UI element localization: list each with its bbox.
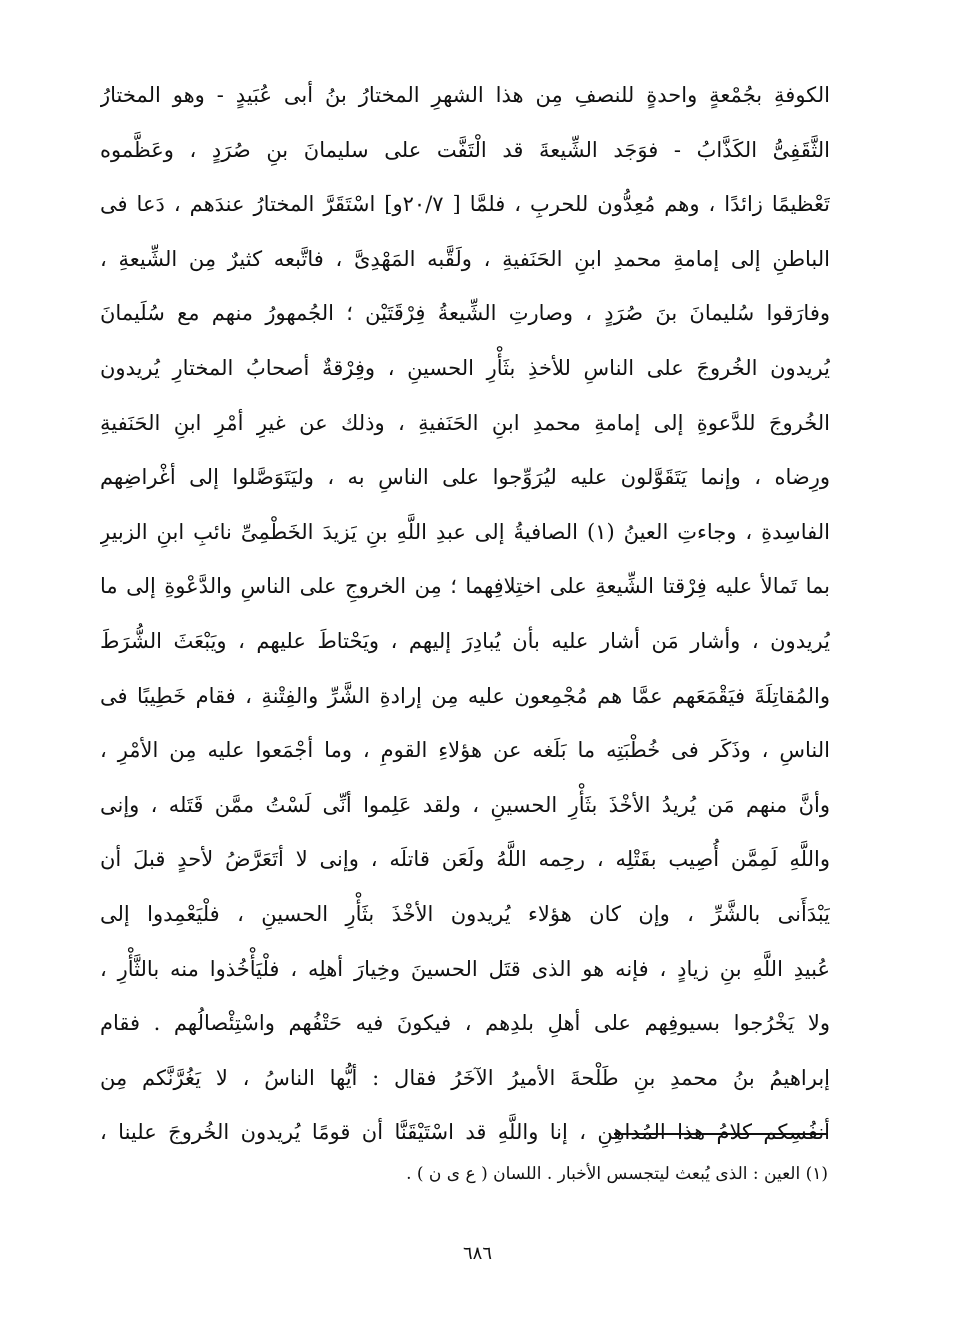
text-line: عُبيدِ اللَّهِ بنِ زيادٍ ، فإنه هو الذى قتَل الحسينَ وخِيارَ أهلِه ، فلْيَأْخُذوا منه بالثَّأْرِ ، (100, 956, 830, 981)
text-line: يَبْدَأَنى بالشَّرِّ ، وإن كان هؤلاء يُريدون الأخْذَ بثَأْرِ الحسينِ ، فلْيَعْمِدوا إلى (100, 901, 830, 926)
page-number: ٦٨٦ (462, 1243, 492, 1264)
text-line: الكوفةِ بجُمْعةٍ واحدةٍ للنصفِ مِن هذا الشهرِ المختارُ بنُ أبى عُبَيدٍ - وهو المختارُ (100, 83, 830, 107)
text-line: الفاسِدةِ ، وجاءتِ العينُ (١) الصافيةُ إلى عبدِ اللَّهِ بنِ يَزيدَ الخَطْمِىِّ نائبِ ابنِ الزبيرِ (100, 519, 830, 544)
footnote-divider (614, 1133, 828, 1135)
text-line: الخُروجَ للدَّعوةِ إلى إمامةِ محمدِ ابنِ الحَنَفيةِ ، وذلك عن غيرِ أمْرِ ابنِ الحَنَفيةِ (100, 410, 830, 435)
text-line: ورِضاه ، وإنما يَتَقَوَّلون عليه ليُرَوِّجوا على الناسِ به ، وليَتَوَصَّلوا إلى أغْراضِهم (100, 465, 830, 490)
text-line: وفارَقوا سُليمانَ بنَ صُرَدٍ ، وصارتِ الشِّيعةُ فِرْقَتَيْن ؛ الجُمهورُ منهم مع سُلَيمانَ (100, 301, 830, 326)
main-text-block (100, 68, 830, 1160)
text-line: إبراهيمُ بنُ محمدِ بنِ طَلْحةَ الأميرُ الآخَرُ فقال : أيُّها الناسُ ، لا يَغُرَّنَّكم مِن (100, 1065, 830, 1090)
text-line: يُريدون الخُروجَ على الناسِ للأخذِ بثَأْرِ الحسينِ ، وفِرْقةٌ أصحابُ المختارِ يُريدون (100, 355, 830, 380)
text-line: وأنَّ منهم مَن يُريدُ الأخْذَ بثَأْرِ الحسينِ ، ولقد عَلِموا أنِّى لَسْتُ ممَّن قَتَله ، وإنى (100, 792, 830, 817)
text-line: واللَّهِ لَمِمَّن أُصِيب بقَتْلِه ، رحِمه اللَّهُ ولَعَن قاتلَه ، وإنى لا أتَعَرَّضُ لأحدٍ قبلَ أن (100, 847, 830, 872)
text-line: يُريدون ، وأشار مَن أشار عليه بأن يُبادِرَ إليهم ، ويَحْتاطَ عليهم ، ويَبْعَثَ الشُّرَطَ (100, 628, 830, 653)
text-line: والمُقاتِلَةَ فيَقْمَعَهم عمَّا هم مُجْمِعون عليه مِن إرادةِ الشَّرِّ والفِتْنةِ ، فقام خَطِيبًا فى (100, 683, 830, 708)
text-line: الثَّقَفِىُّ الكَذَّابُ - فوَجَد الشِّيعةَ قد الْتَفَّت على سليمانَ بنِ صُرَدٍ ، وعَظَّموه (100, 137, 830, 162)
text-line: تَعْظيمًا زائدًا ، وهم مُعِدُّون للحربِ ، فلمَّا [ ٢٠/٧و] اسْتَقَرَّ المختارُ عندَهم ، دَعا فى (100, 192, 830, 217)
footnote: (١) العين : الذى يُبعث ليتجسس الأخبار . اللسان ( ع ى ن ) . (406, 1164, 828, 1184)
text-line: بما تَمالأ عليه فِرْقتا الشِّيعةِ على اختِلافِهما ؛ مِن الخروجِ على الناسِ والدَّعْوةِ إلى ما (100, 574, 830, 599)
text-line: الناسِ ، وذَكَر فى خُطْبَتِه ما بَلَغه عن هؤلاءِ القومِ ، وما أجْمَعوا عليه مِن الأمْرِ ، (100, 738, 830, 763)
text-line: ولا يَخْرُجوا بسيوفِهم على أهلِ بلدِهم ، فيكونَ فيه حَتْفُهم واسْتِئْصالُهم . فقام (100, 1011, 830, 1036)
text-line: الباطنِ إلى إمامةِ محمدِ ابنِ الحَنَفيةِ ، ولَقَّبه المَهْدِىَّ ، فاتَّبعه كثيرٌ مِن الشِّيعةِ ، (100, 246, 830, 271)
text-line: أنفُسِكم كلامُ هذا المُداهِنِ ، إنا واللَّهِ قد اسْتَيْقَنَّا أن قومًا يُريدون الخُروجَ علينا ، (100, 1120, 830, 1145)
